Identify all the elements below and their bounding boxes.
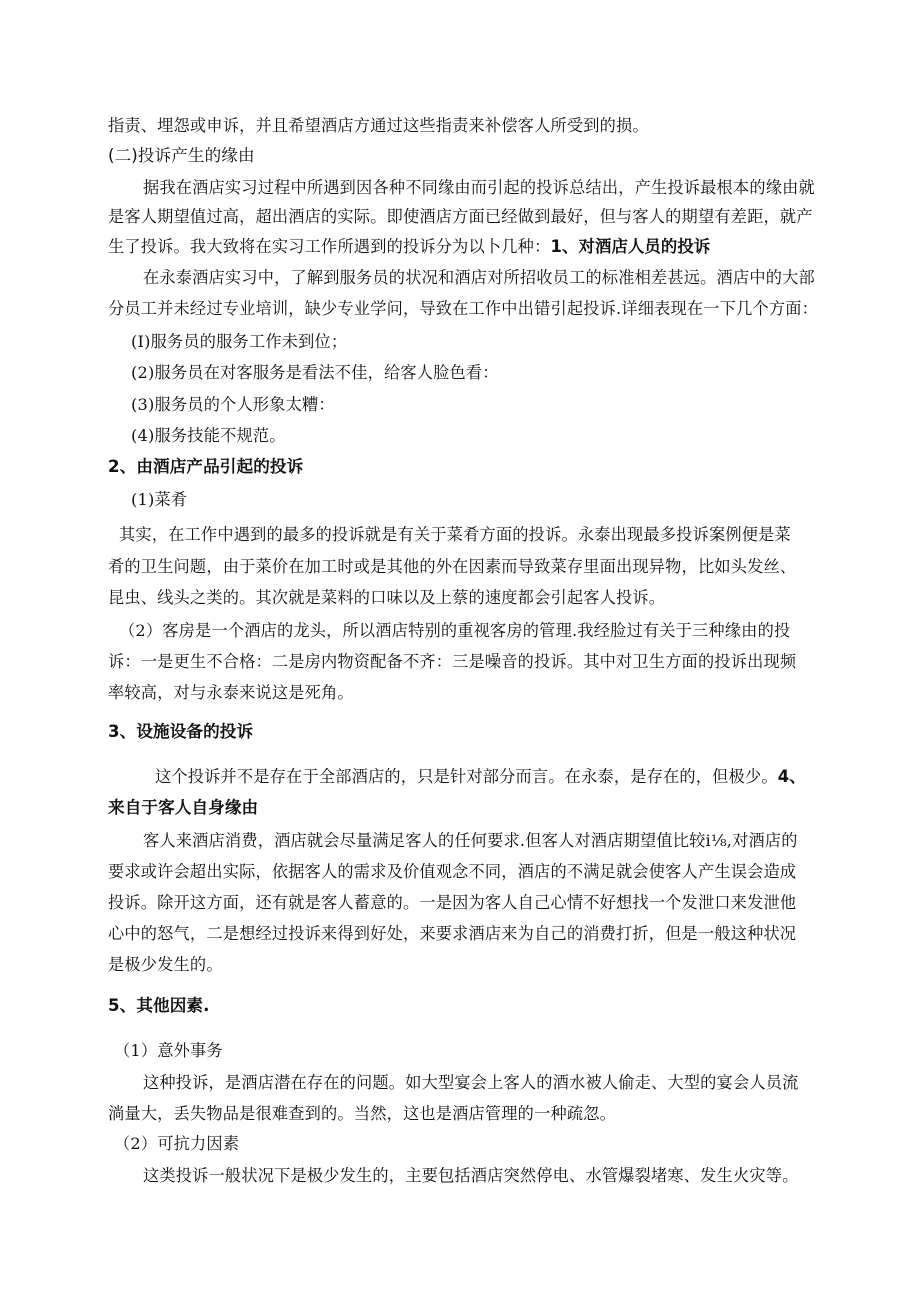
paragraph-line: 是客人期望值过高，超出酒店的实际。即使酒店方面已经做到最好，但与客人的期望有差距，就产 [108, 207, 813, 226]
paragraph-line: 这种投诉，是酒店潜在存在的问题。如大型宴会上客人的酒水被人偷走、大型的宴会人员流 [143, 1073, 799, 1092]
paragraph-line [108, 236, 710, 258]
subsection-number: 4、 [777, 767, 806, 786]
paragraph-line: 其实，在工作中遇到的最多的投诉就是有关于菜肴方面的投诉。永泰出现最多投诉案例便是菜 [119, 525, 791, 544]
section-heading: 5、其他因素. [108, 996, 210, 1015]
paragraph-line: 据我在酒店实习过程中所遇到因各种不同缘由而引起的投诉总结出，产生投诉最根本的缘由就 [143, 178, 815, 197]
list-item: (2)服务员在对客服务是看法不佳，给客人脸色看： [131, 363, 499, 382]
paragraph-line: 投诉。除开这方面，还有就是客人蓄意的。一是因为客人自己心情不好想找一个发泄口来发泄他 [108, 893, 797, 912]
subsection-heading: 1、对酒店人员的投诉 [550, 237, 711, 256]
section-heading: 2、由酒店产品引起的投诉 [108, 457, 304, 476]
paragraph-line: 率较高，对与永泰来说这是死角。 [108, 683, 354, 702]
paragraph-line: 在永泰酒店实习中，了解到服务员的状况和酒店对所招收员工的标准相差甚远。酒店中的大部 [143, 268, 815, 287]
paragraph-line: 淌量大，丢失物品是很难查到的。当然，这也是酒店管理的一种疏忽。 [108, 1104, 617, 1123]
paragraph-text: 这个投诉并不是存在于全部酒店的，只是针对部分而言。在永泰，是存在的，但极少。 [155, 767, 778, 786]
section-heading: 来自于客人自身缘由 [108, 798, 259, 817]
list-item: (3)服务员的个人形象太糟： [131, 395, 335, 414]
section-heading: (二)投诉产生的缘由 [108, 146, 255, 165]
paragraph-text: 生了投诉。我大致将在实习工作所遇到的投诉分为以卜几种： [108, 237, 551, 256]
list-item: (1)菜肴 [131, 490, 188, 509]
list-item: （1）意外事务 [114, 1041, 223, 1060]
paragraph-line: 是极少发生的。 [108, 955, 223, 974]
paragraph-line: 昆虫、线头之类的。其次就是菜料的口味以及上蔡的速度都会引起客人投诉。 [108, 588, 666, 607]
paragraph-line: 分员工并未经过专业培训，缺少专业学问，导致在工作中出错引起投诉.详细表现在一下几个方面： [108, 299, 819, 318]
paragraph-line: 客人来酒店消费，酒店就会尽量满足客人的任何要求.但客人对酒店期望值比较i⅛,对酒店的 [143, 831, 798, 850]
paragraph-line: 要求或许会超出实际，依据客人的需求及价值观念不同，酒店的不满足就会使客人产生误会造成 [108, 862, 797, 881]
paragraph-line: 肴的卫生问题，由于菜价在加工时或是其他的外在因素而导致菜存里面出现异物，比如头发丝、 [108, 557, 797, 576]
list-item: (I)服务员的服务工作未到位； [131, 332, 348, 351]
paragraph-line: 指责、埋怨或申诉，并且希望酒店方通过这些指责来补偿客人所受到的损。 [108, 116, 649, 135]
paragraph-line: 这类投诉一般状况下是极少发生的，主要包括酒店突然停电、水管爆裂堵寒、发生火灾等。 [143, 1166, 799, 1185]
paragraph-line: 心中的怒气，二是想经过投诉来得到好处，来要求酒店来为自己的消费打折，但是一般这种状况 [108, 924, 797, 943]
list-item: (4)服务技能不规范。 [131, 426, 286, 445]
paragraph-line: 诉：一是更生不合格：二是房内物资配备不齐：三是噪音的投诉。其中对卫生方面的投诉出现频 [108, 652, 797, 671]
section-heading: 3、设施设备的投诉 [108, 722, 254, 741]
list-item: （2）可抗力因素 [114, 1134, 240, 1153]
paragraph-line [155, 766, 806, 788]
paragraph-line: （2）客房是一个酒店的龙头，所以酒店特别的重视客房的管理.我经脸过有关于三种缘由的投 [119, 621, 791, 640]
